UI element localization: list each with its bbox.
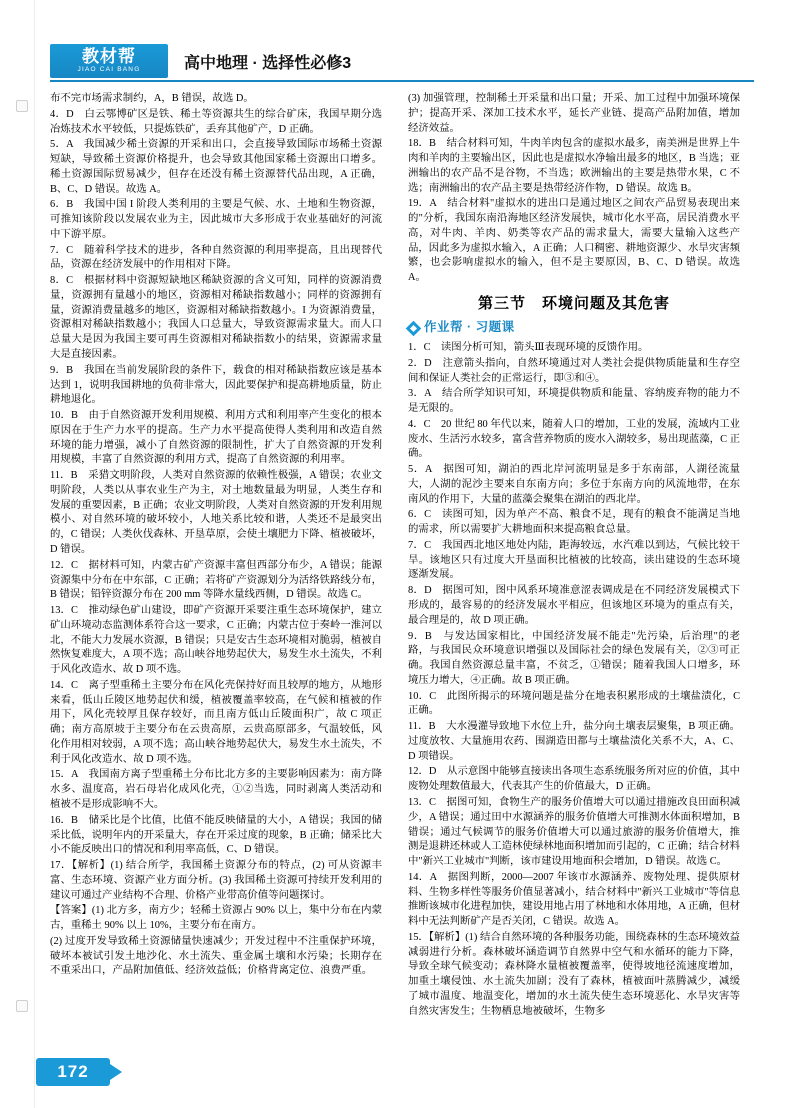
page-title: 高中地理 · 选择性必修3 [184, 55, 352, 72]
answer-paragraph: 7．C 随着科学技术的进步，各种自然资源的利用率提高，且出现替代品，资源在经济发展中的作用相对下降。 [50, 244, 382, 271]
brand-name-en: JIAO CAI BANG [77, 66, 141, 74]
right-column [408, 92, 740, 1020]
analysis-paragraph: 15．【解析】(1) 结合自然环境的各种服务功能，围绕森林的生态环境效益减弱进行分析。森林破坏涵造调节自然界中空气和水循环的能力下降，导致全球气候变动；森林降水量植被覆盖率，使得坡地径流速度增加，加重土壤侵蚀、水土流失加剧；没有了森林，植被面叶蒸腾减少，减缓了城市温度、地温变化，增加的水土流失使生态环境恶化、水旱灾害等自然灾害发生；生物栖息地被破坏，生物多 [408, 931, 740, 1017]
answer-paragraph: 11．B 大水漫灌导致地下水位上升，盐分向土壤表层聚集，B 项正确。过度放牧、大量施用农药、围湖造田都与土壤盐渍化关系不大，A、C、D 项错误。 [408, 721, 740, 762]
answer-paragraph: 9．B 与发达国家相比，中国经济发展不能走"先污染，后治理"的老路，与我国民众环境意识增强以及国际社会的绿色发展有关，②③可正确。我国自然资源总量丰富，不贫乏，①错误；随着我国人口增多，环境压力增大，④正确。故 B 项正确。 [408, 630, 740, 686]
answer-paragraph: 18．B 结合材料可知，牛肉羊肉包含的虚拟水最多，南美洲是世界上牛肉和羊肉的主要输出区，因此也是虚拟水净输出最多的地区，B 当选；亚洲输出的农产品不是谷物，不当选；欧洲输出的主要是热带水果，C 不选；南洲输出的农产品主要是热带经济作物，D 错误。故选 B。 [408, 138, 740, 194]
analysis-paragraph: (2) 过度开发导致稀土资源储量快速减少；开发过程中不注重保护环境，破坏本被试引发土地沙化、水土流失、重金属土壤和水污染；长期存在不重采出口，产品附加值低、经济效益低；价格背离定位、浪费严重。 [50, 935, 382, 977]
answer-paragraph: 15．A 我国南方离子型重稀土分布比北方多的主要影响因素为：南方降水多、温度高，岩石母岩化成风化壳，①②当选，同时剥离人类活动和植被不是形成影响不大。 [50, 769, 382, 810]
page-number: 172 [36, 1058, 110, 1086]
answer-paragraph: 布不完市场需求制约，A，B 错误，故选 D。 [50, 93, 254, 104]
answer-paragraph: 5．A 我国减少稀土资源的开采和出口，会直接导致国际市场稀土资源短缺，导致稀土资源价格提升，也会导致其他国家稀土资源出口增多。稀土资源国际贸易减少，但存在还没有稀土资源替代品出现，A 正确，B、C、D 错误。故选 A。 [50, 139, 382, 195]
answer-paragraph: 7．C 我国西北地区地处内陆，距海较远，水汽难以到达，气候比较干旱。该地区只有过度大开垦面积比植被的比较高，读出建设的生态环境逐渐发展。 [408, 539, 740, 581]
page-edge-line [34, 0, 35, 1108]
diamond-icon [406, 320, 422, 336]
answer-paragraph: 14．A 据图判断，2000—2007 年该市水源涵养、废物处理、提供原材料、生物多样性等服务价值显著减小，结合材料中"新兴工业城市"等信息推断该城市化进程加快，建设用地占用了林地和水体用地，A 正确，但材料中无法判断矿产是否关闭，C 错误。故选 A。 [408, 871, 740, 928]
brand-tab [50, 44, 168, 78]
answer-paragraph: 13．C 据图可知，食物生产的服务价值增大可以通过措施改良田面积减少，A 错误；通过田中水源涵养的服务价值增大可推测水体面积增加，B 错误；通过气候调节的服务价值增大可以通过旅游的服务价值增大，推测是退耕还林或人工造林使绿林地面积增加而引起的，C 正确；结合材料中"新兴工业城市"判断，该市建设用地面积会增加，D 错误。故选 C。 [408, 796, 740, 868]
page-header [50, 44, 754, 78]
answer-paragraph: 6．C 读图可知，因为单产不高、粮食不足，现有的粮食不能满足当地的需求，所以需要扩大耕地面积来提高粮食总量。 [408, 509, 740, 536]
answer-paragraph: 13．C 推动绿色矿山建设，即矿产资源开采要注重生态环境保护，建立矿山环境动态监测体系符合这一要求，C 正确；内蒙古位于奏岭一淮河以北，不能大力发展水资源，B 错误；只是安古生态环境相对脆弱，植被自然恢复难度大，A 项不选；高山峡谷地势起伏大，易发生水土流失，不利于风化改造水、故 D 项不选。 [50, 605, 382, 676]
answer-paragraph: 14．C 离子型重稀土主要分布在风化壳保持好而且较厚的地方，从地形来看，低山丘陵区地势起伏和缓，植被覆盖率较高，在气候和植被的作用下，风化壳较厚且保存较好，而且南方低山丘陵面积广，故 C 项正确；南方高原坡于主要分布在云贵高原，云贵高原部多，气温较低，风化作用相对较弱，A 项不选；高山峡谷地势起伏大，易发生水土流失，不利于风化改造水、故 D 项不选。 [50, 679, 382, 765]
answer-paragraph: 17．【解析】(1) 结合所学，我国稀土资源分布的特点，(2) 可从资源丰富、生态环境、资源产业方面分析。(3) 我国稀土资源可持续开发利用的建议可通过产业结构不合理、价格产业带高价值等问题探讨。 [50, 860, 382, 901]
answer-paragraph: 19．A 结合材料"虚拟水的进出口是通过地区之间农产品贸易表现出来的"分析，我国东南沿海地区经济发展快，城市化水平高，居民消费水平高，对牛肉、羊肉、奶类等农产品的需求量大，需要大量输入这些产品，因此多为虚拟水输入，A 正确；人口稠密、耕地资源少、水旱灾害频繁，也会影响虚拟水的输入，但不是主要原因，B、C、D 错误。故选 A。 [408, 198, 740, 284]
answer-paragraph: 1．C 读图分析可知，箭头Ⅲ表现环境的反馈作用。 [408, 342, 649, 353]
answer-paragraph: 10．B 由于自然资源开发利用规模、利用方式和利用率产生变化的根本原因在于生产力水平的提高。生产力水平提高使得人类利用和改造自然环境的能力增强，减小了自然资源的限制性，扩大了自然资源的开发利用规模，丰富了自然资源的利用方式，提高了自然资源的利用率。 [50, 410, 382, 466]
answer-paragraph: 6．B 我国中国 I 阶段人类利用的主要是气候、水、土地和生物资源，可推知该阶段以发展农业为主，因此城市大多形成于农业基础好的河流中下游平原。 [50, 199, 382, 240]
section-title: 第三节 环境问题及其危害 [477, 294, 670, 312]
answer-paragraph: 5．A 据图可知，湖泊的西北岸河流明显是多于东南部，人湖径流量大，人湖的泥沙主要来自东南方向；多位于东南方向的风流地带，在东南风的作用下，大量的蓝藻会聚集在湖泊的西北岸。 [408, 464, 740, 505]
binding-mark-top [16, 100, 28, 112]
left-column [50, 92, 382, 980]
header-divider [50, 80, 754, 82]
page-arrow-icon [110, 1064, 122, 1080]
page-footer [36, 1058, 132, 1086]
answer-paragraph: 4．C 20 世纪 80 年代以来，随着人口的增加，工业的发展，流域内工业废水、生活污水较多，富含营养物质的废水入湖较多，易出现蓝藻，C 正确。 [408, 418, 740, 460]
answer-paragraph: 8．D 据图可知，图中风系环境准意涩表调成是在不同经济发展模式下形成的，最容易的的经济发展水平相应，但该地区环境为的重点有关，最合理是的，故 D 项正确。 [408, 585, 740, 626]
answer-paragraph: 12．C 据材料可知，内蒙古矿产资源丰富但西部分布少，A 错误；能源资源集中分布在中东部，C 正确；若将矿产资源划分为活络铁路线分布，B 错误；铅锌资源分布在 200 mm 等降水量线西侧，D 错误。故选 C。 [50, 559, 382, 601]
brand-name-cn: 教材帮 [82, 47, 136, 67]
answer-paragraph: 12．D 从示意图中能够直接读出各项生态系统服务所对应的价值，其中废物处理数值最大，代表其产生的价值最大，D 正确。 [408, 766, 740, 793]
answer-paragraph: (3) 加强管理，控制稀土开采量和出口量；开采、加工过程中加强环境保护；提高开采、深加工技术水平，延长产业链、提高产品附加值，增加经济效益。 [408, 93, 740, 134]
answer-paragraph: 3．A 结合所学知识可知，环境提供物质和能量、容纳废弃物的能力不是无限的。 [408, 388, 740, 415]
answer-paragraph: 9．B 我国在当前发展阶段的条件下，载食的相对稀缺指数应该是基本达到 1，说明我国耕地的负荷非常大，因此要保护和提高耕地质量，防止耕地退化。 [50, 364, 382, 406]
answer-paragraph: 16．B 储采比是个比值，比值不能反映储量的大小，A 错误；我国的储采比低，说明年内的开采量大，存在开采过度的现象，B 正确；储采比大小不能反映出口的情况和利用率高低，C、D 错误。 [50, 814, 382, 856]
answer-paragraph: 8．C 根据材料中资源短缺地区稀缺资源的含义可知，同样的资源消费量，资源拥有量越小的地区，资源相对稀缺指数越小；同样的资源拥有量，资源消费量越多的地区，资源相对稀缺指数越小。I 为资源消费量，资源相对稀缺指数越小；我国人口总量大，导致资源需求量大。而人口总量大是因为我国主要可再生资源相对稀缺指数小的结果，资源需求量大是直接因素。 [50, 275, 382, 361]
binding-mark-bottom [16, 1000, 28, 1012]
answer-paragraph: 4．D 白云鄂博矿区是铁、稀土等资源共生的综合矿床，我国早期分选冶炼技术水平较低，只提炼铁矿，丢弃其他矿产，D 正确。 [50, 108, 382, 135]
answer-paragraph: 2．D 注意箭头指向，自然环境通过对人类社会提供物质能量和生存空间和保证人类社会的正常运行，即③和④。 [408, 357, 740, 384]
answer-paragraph: 11．B 采猎文明阶段，人类对自然资源的依赖性极强，A 错误；农业文明阶段，人类以从事农业生产为主，对土地数量最为明显，人类生存和发展的重要因素，B 正确；农业文明阶段，人类对自然资源的开发利用规模小、对自然环境的破坏较小，人地关系比较和谐，人类还不是最突出的，C 错误；人类伙伐森林、开垦草原，会使土壤肥力下降、植被破坏，D 错误。 [50, 470, 382, 555]
answer-paragraph: 10．C 此图所揭示的环境问题是盐分在地表积累形成的土壤盐渍化，C 正确。 [408, 690, 740, 717]
exercise-badge-label: 作业帮 · 习题课 [424, 320, 515, 335]
answer-paragraph: 【答案】(1) 北方多，南方少；轻稀土资源占 90% 以上，集中分布在内蒙古，重稀土 90% 以上 10%，主要分布在南方。 [50, 905, 382, 932]
exercise-badge [408, 319, 740, 337]
